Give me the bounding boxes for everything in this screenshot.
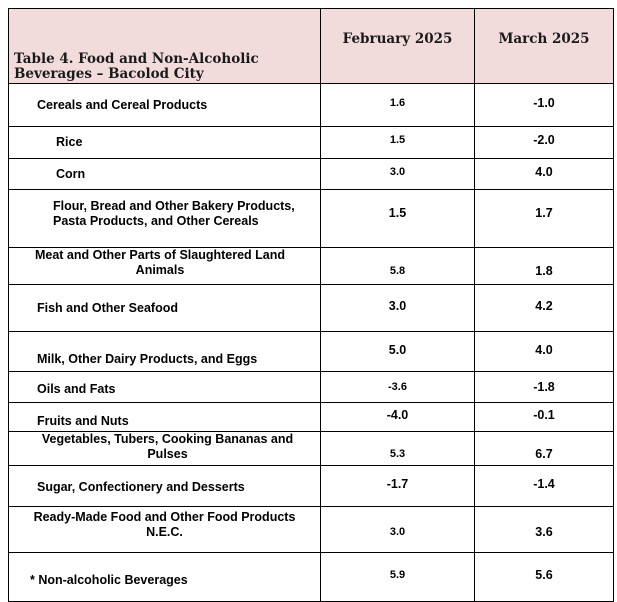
table-row bbox=[9, 248, 614, 285]
march-value: 6.7 bbox=[475, 432, 614, 466]
february-value: 3.0 bbox=[321, 285, 475, 332]
february-value: 1.5 bbox=[321, 190, 475, 248]
row-label: Oils and Fats bbox=[9, 372, 321, 403]
february-value: 5.8 bbox=[321, 248, 475, 285]
february-value: -4.0 bbox=[321, 403, 475, 432]
march-value: 3.6 bbox=[475, 507, 614, 553]
february-value: 3.0 bbox=[321, 507, 475, 553]
table-row bbox=[9, 507, 614, 553]
table-row bbox=[9, 466, 614, 507]
table-title: Table 4. Food and Non-Alcoholic Beverages – Bacolod City bbox=[9, 9, 321, 84]
march-value: -1.4 bbox=[475, 466, 614, 507]
table-row bbox=[9, 372, 614, 403]
february-value: -1.7 bbox=[321, 466, 475, 507]
row-label: Rice bbox=[9, 127, 321, 159]
february-value: 5.0 bbox=[321, 332, 475, 372]
march-value: 4.0 bbox=[475, 159, 614, 190]
row-label: Corn bbox=[9, 159, 321, 190]
row-label: Sugar, Confectionery and Desserts bbox=[9, 466, 321, 507]
february-value: 3.0 bbox=[321, 159, 475, 190]
table-row bbox=[9, 403, 614, 432]
row-label: Meat and Other Parts of Slaughtered Land Animals bbox=[9, 248, 321, 285]
march-value: 1.8 bbox=[475, 248, 614, 285]
row-label: Milk, Other Dairy Products, and Eggs bbox=[9, 332, 321, 372]
march-value: 5.6 bbox=[475, 553, 614, 602]
march-value: 4.0 bbox=[475, 332, 614, 372]
march-value: 1.7 bbox=[475, 190, 614, 248]
march-value: -1.0 bbox=[475, 84, 614, 127]
row-label: Fish and Other Seafood bbox=[9, 285, 321, 332]
table-row bbox=[9, 190, 614, 248]
table-row bbox=[9, 332, 614, 372]
row-label: Flour, Bread and Other Bakery Products, Pasta Products, and Other Cereals bbox=[9, 190, 321, 248]
row-label: Ready-Made Food and Other Food Products N.E.C. bbox=[9, 507, 321, 553]
march-value: -2.0 bbox=[475, 127, 614, 159]
table-row bbox=[9, 285, 614, 332]
column-header-february: February 2025 bbox=[321, 9, 475, 84]
table-row bbox=[9, 127, 614, 159]
march-value: -0.1 bbox=[475, 403, 614, 432]
march-value: -1.8 bbox=[475, 372, 614, 403]
table-row bbox=[9, 84, 614, 127]
row-label: Cereals and Cereal Products bbox=[9, 84, 321, 127]
february-value: -3.6 bbox=[321, 372, 475, 403]
food-inflation-table bbox=[8, 8, 614, 602]
row-label: Vegetables, Tubers, Cooking Bananas and Pulses bbox=[9, 432, 321, 466]
row-label: * Non-alcoholic Beverages bbox=[9, 553, 321, 602]
february-value: 5.3 bbox=[321, 432, 475, 466]
column-header-march: March 2025 bbox=[475, 9, 614, 84]
march-value: 4.2 bbox=[475, 285, 614, 332]
table-header-row bbox=[9, 9, 614, 84]
february-value: 1.6 bbox=[321, 84, 475, 127]
february-value: 5.9 bbox=[321, 553, 475, 602]
table-row bbox=[9, 432, 614, 466]
table-row bbox=[9, 553, 614, 602]
table-row bbox=[9, 159, 614, 190]
row-label: Fruits and Nuts bbox=[9, 403, 321, 432]
february-value: 1.5 bbox=[321, 127, 475, 159]
